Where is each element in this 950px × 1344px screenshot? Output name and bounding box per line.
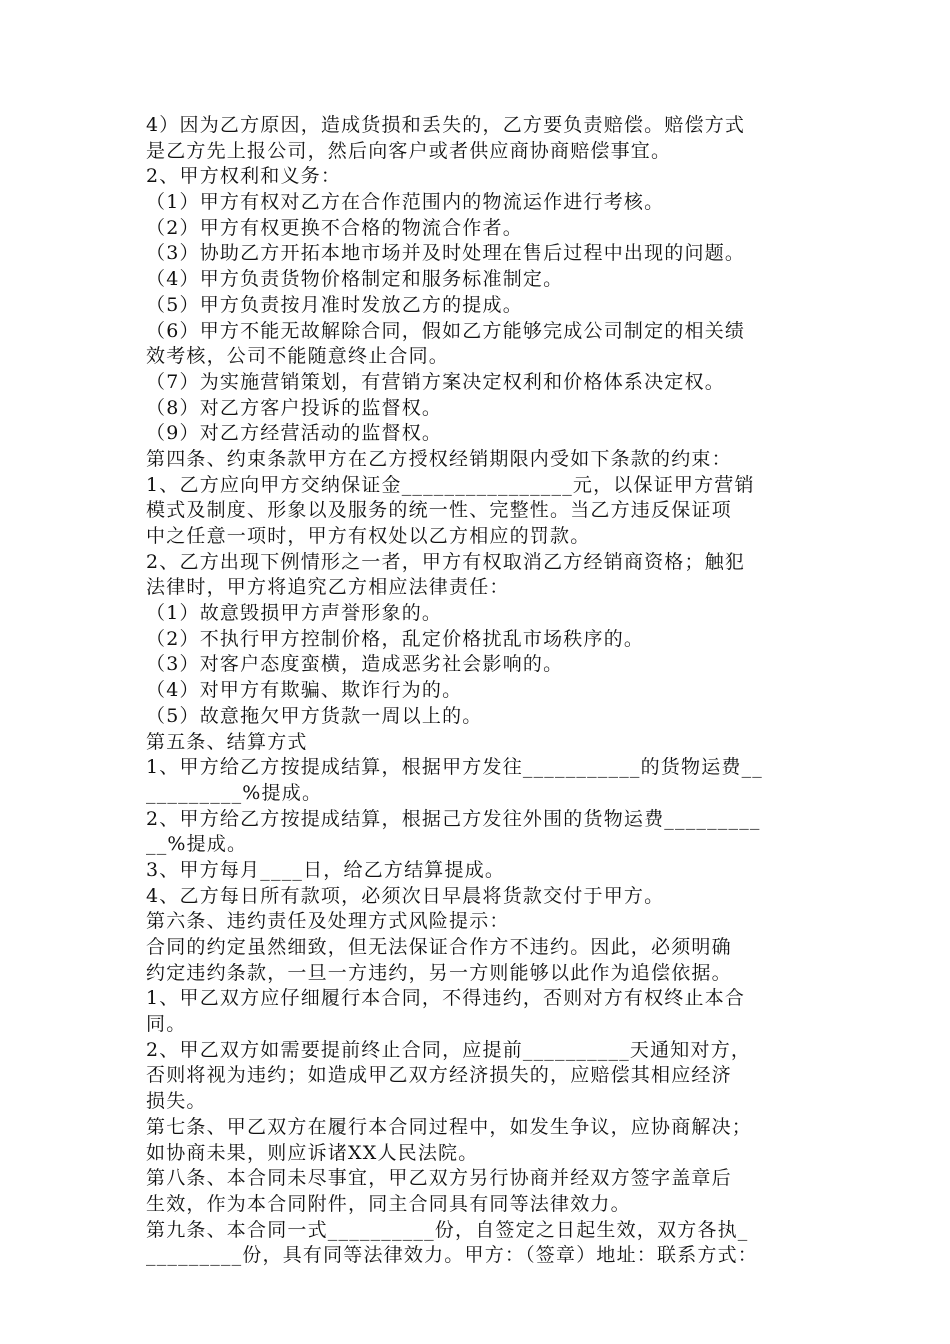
text-line: 如协商未果，则应诉诸XX人民法院。 bbox=[146, 1141, 479, 1164]
text-line: （4）甲方负责货物价格制定和服务标准制定。 bbox=[146, 268, 564, 291]
text-line: （2）不执行甲方控制价格，乱定价格扰乱市场秩序的。 bbox=[146, 627, 645, 650]
text-line: 1、甲方给乙方按提成结算，根据甲方发往___________的货物运费__ bbox=[146, 756, 763, 779]
text-line: （4）对甲方有欺骗、欺诈行为的。 bbox=[146, 679, 463, 702]
text-line: 否则将视为违约；如造成甲乙双方经济损失的，应赔偿其相应经济 bbox=[146, 1064, 732, 1087]
text-line: 损失。 bbox=[146, 1090, 207, 1113]
text-line: 中之任意一项时，甲方有权处以乙方相应的罚款。 bbox=[146, 525, 591, 547]
text-line: （1）故意毁损甲方声誉形象的。 bbox=[146, 602, 443, 625]
text-line: 2、甲乙双方如需要提前终止合同，应提前__________天通知对方， bbox=[146, 1038, 752, 1061]
text-line: 第五条、结算方式 bbox=[146, 730, 308, 753]
text-line: （7）为实施营销策划，有营销方案决定权利和价格体系决定权。 bbox=[146, 370, 725, 393]
text-line: _________%提成。 bbox=[146, 781, 323, 804]
text-line: 2、乙方出现下例情形之一者，甲方有权取消乙方经销商资格；触犯 bbox=[146, 550, 746, 573]
text-line: _________份，具有同等法律效力。甲方：（签章）地址：联系方式： bbox=[146, 1244, 759, 1267]
text-line: （3）对客户态度蛮横，造成恶劣社会影响的。 bbox=[146, 653, 564, 676]
text-line: （6）甲方不能无故解除合同，假如乙方能够完成公司制定的相关绩 bbox=[146, 319, 746, 342]
text-line: 2、甲方权利和义务： bbox=[146, 165, 342, 188]
text-line: 同。 bbox=[146, 1013, 187, 1036]
text-line: 合同的约定虽然细致，但无法保证合作方不违约。因此，必须明确 bbox=[146, 936, 732, 958]
text-line: 1、乙方应向甲方交纳保证金________________元，以保证甲方营销 bbox=[146, 473, 755, 496]
text-line: （9）对乙方经营活动的监督权。 bbox=[146, 422, 443, 445]
text-line: （2）甲方有权更换不合格的物流合作者。 bbox=[146, 216, 523, 239]
text-line: 2、甲方给乙方按提成结算，根据己方发往外围的货物运费_________ bbox=[146, 807, 761, 830]
text-line: 第九条、本合同一式__________份，自签定之日起生效，双方各执_ bbox=[146, 1218, 749, 1241]
text-line: （8）对乙方客户投诉的监督权。 bbox=[146, 396, 443, 419]
text-line: 第八条、本合同未尽事宜，甲乙双方另行协商并经双方签字盖章后 bbox=[146, 1167, 732, 1190]
text-line: （5）甲方负责按月准时发放乙方的提成。 bbox=[146, 293, 523, 316]
text-line: 生效，作为本合同附件，同主合同具有同等法律效力。 bbox=[146, 1192, 631, 1215]
text-line: 1、甲乙双方应仔细履行本合同，不得违约，否则对方有权终止本合 bbox=[146, 987, 746, 1010]
text-line: 3、甲方每月____日，给乙方结算提成。 bbox=[146, 858, 506, 881]
text-line: 效考核，公司不能随意终止合同。 bbox=[146, 345, 450, 368]
text-line: 4）因为乙方原因，造成货损和丢失的，乙方要负责赔偿。赔偿方式 bbox=[146, 114, 746, 136]
text-line: （3）协助乙方开拓本地市场并及时处理在售后过程中出现的问题。 bbox=[146, 242, 746, 265]
document-body bbox=[146, 113, 826, 1269]
text-line: 模式及制度、形象以及服务的统一性、完整性。当乙方违反保证项 bbox=[146, 499, 732, 522]
text-line: （1）甲方有权对乙方在合作范围内的物流运作进行考核。 bbox=[146, 191, 665, 214]
text-line: 第六条、违约责任及处理方式风险提示： bbox=[146, 910, 510, 933]
text-line: 4、乙方每日所有款项，必须次日早晨将货款交付于甲方。 bbox=[146, 884, 665, 907]
text-line: __%提成。 bbox=[146, 833, 248, 856]
text-line: 约定违约条款，一旦一方违约，另一方则能够以此作为追偿依据。 bbox=[146, 961, 732, 984]
text-line: 是乙方先上报公司，然后向客户或者供应商协商赔偿事宜。 bbox=[146, 139, 672, 162]
text-line: 第七条、甲乙双方在履行本合同过程中，如发生争议，应协商解决； bbox=[146, 1115, 753, 1138]
text-line: 法律时，甲方将追究乙方相应法律责任： bbox=[146, 576, 510, 599]
text-line: 第四条、约束条款甲方在乙方授权经销期限内受如下条款的约束： bbox=[146, 447, 732, 470]
text-line: （5）故意拖欠甲方货款一周以上的。 bbox=[146, 704, 483, 727]
